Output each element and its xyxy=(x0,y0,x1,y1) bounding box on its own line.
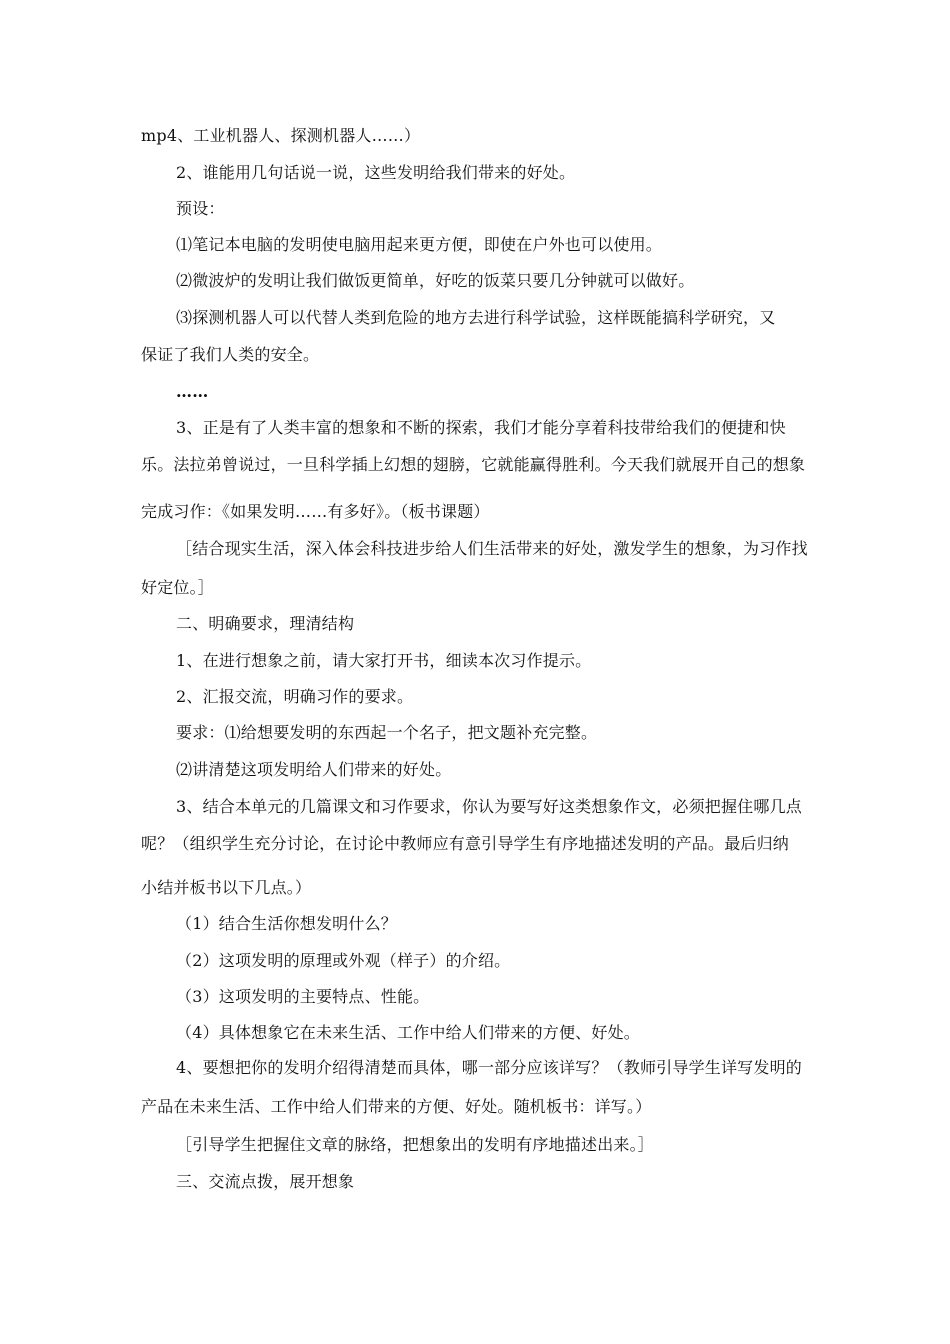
text-line: 2、谁能用几句话说一说，这些发明给我们带来的好处。 xyxy=(176,163,576,182)
text-line: 预设： xyxy=(176,199,225,218)
text-line: ［结合现实生活，深入体会科技进步给人们生活带来的好处，激发学生的想象，为习作找 xyxy=(176,539,808,558)
text-line: （4）具体想象它在未来生活、工作中给人们带来的方便、好处。 xyxy=(176,1023,640,1042)
text-line: （3）这项发明的主要特点、性能。 xyxy=(176,987,430,1006)
text-line: mp4、工业机器人、探测机器人……） xyxy=(141,126,421,145)
text-line: 1、在进行想象之前，请大家打开书，细读本次习作提示。 xyxy=(176,651,592,670)
text-line: （1）结合生活你想发明什么？ xyxy=(176,914,397,933)
text-line: ⑴笔记本电脑的发明使电脑用起来更方便，即使在户外也可以使用。 xyxy=(176,235,663,254)
text-line: 乐。法拉弟曾说过，一旦科学插上幻想的翅膀，它就能赢得胜利。今天我们就展开自己的想象 xyxy=(141,455,806,474)
text-line: 3、结合本单元的几篇课文和习作要求，你认为要写好这类想象作文，必须把握住哪几点 xyxy=(176,797,802,816)
text-line: 小结并板书以下几点。） xyxy=(141,878,312,897)
text-line: 2、汇报交流，明确习作的要求。 xyxy=(176,687,414,706)
text-line: 产品在未来生活、工作中给人们带来的方便、好处。随机板书：详写。） xyxy=(141,1097,652,1116)
text-line: 4、要想把你的发明介绍得清楚而具体，哪一部分应该详写？（教师引导学生详写发明的 xyxy=(176,1058,802,1077)
text-line: ⑵讲清楚这项发明给人们带来的好处。 xyxy=(176,760,452,779)
text-line: （2）这项发明的原理或外观（样子）的介绍。 xyxy=(176,951,511,970)
text-line: ［引导学生把握住文章的脉络，把想象出的发明有序地描述出来。］ xyxy=(176,1135,655,1154)
text-line: 保证了我们人类的安全。 xyxy=(141,345,320,364)
text-line: 完成习作：《如果发明……有多好》。（板书课题） xyxy=(141,502,490,521)
text-line: 好定位。］ xyxy=(141,578,215,597)
text-line: …… xyxy=(176,382,209,401)
text-line: 二、明确要求，理清结构 xyxy=(176,614,355,633)
text-line: 三、交流点拨，展开想象 xyxy=(176,1172,355,1191)
text-line: ⑵微波炉的发明让我们做饭更简单，好吃的饭菜只要几分钟就可以做好。 xyxy=(176,271,695,290)
text-line: 要求：⑴给想要发明的东西起一个名子，把文题补充完整。 xyxy=(176,723,598,742)
text-line: 呢？（组织学生充分讨论，在讨论中教师应有意引导学生有序地描述发明的产品。最后归纳 xyxy=(141,834,790,853)
text-line: ⑶探测机器人可以代替人类到危险的地方去进行科学试验，这样既能搞科学研究，又 xyxy=(176,308,776,327)
text-line: 3、正是有了人类丰富的想象和不断的探索，我们才能分享着科技带给我们的便捷和快 xyxy=(176,418,786,437)
